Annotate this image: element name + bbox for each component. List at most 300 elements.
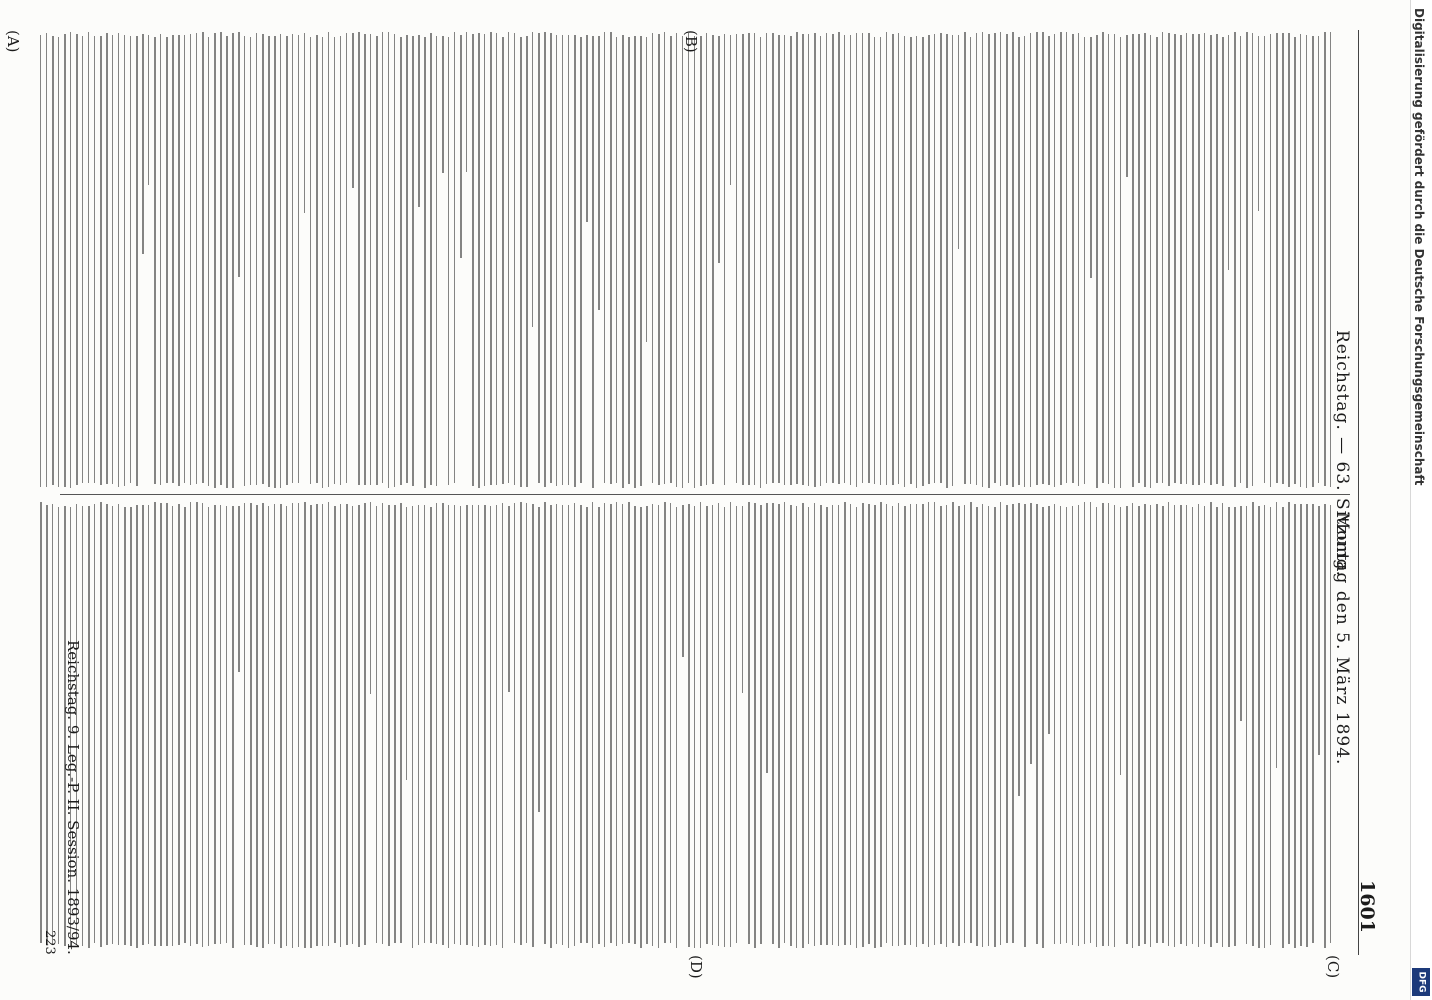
text-line (1150, 505, 1151, 947)
text-line (670, 36, 672, 483)
text-line (598, 36, 600, 310)
text-line (1018, 37, 1020, 485)
text-line (622, 504, 623, 944)
text-line (1246, 32, 1248, 488)
text-line (1078, 33, 1079, 486)
text-line (610, 32, 612, 484)
text-line (1024, 504, 1026, 947)
text-line (274, 36, 276, 488)
text-line (214, 505, 216, 944)
text-line (790, 36, 792, 485)
text-line (466, 505, 468, 945)
text-line (1210, 502, 1212, 947)
text-line (790, 505, 792, 946)
text-line (376, 506, 377, 943)
text-line (634, 506, 636, 944)
text-line (100, 36, 102, 485)
text-line (1282, 507, 1284, 948)
text-line (154, 502, 156, 946)
text-line (796, 506, 797, 948)
text-line (310, 37, 311, 484)
text-line (832, 34, 834, 483)
text-line (448, 505, 449, 948)
text-line (190, 34, 191, 485)
text-line (256, 33, 257, 485)
text-line (400, 503, 402, 943)
text-line (712, 35, 714, 484)
text-line (1024, 36, 1025, 487)
text-line (460, 506, 461, 945)
text-line (694, 506, 695, 948)
text-line (730, 35, 731, 185)
text-line (808, 34, 809, 486)
text-line (382, 503, 383, 944)
text-line (874, 505, 876, 948)
text-line (1066, 507, 1067, 943)
text-line (922, 37, 924, 486)
text-line (1090, 37, 1092, 278)
text-line (1204, 33, 1205, 483)
text-line (280, 504, 282, 948)
text-line (592, 502, 593, 948)
text-line (418, 505, 419, 945)
text-line (340, 36, 341, 485)
text-line (1072, 34, 1074, 483)
text-line (1036, 504, 1038, 944)
text-line (796, 32, 798, 484)
text-line (982, 504, 983, 947)
text-line (1240, 36, 1241, 483)
text-line (628, 37, 630, 484)
text-line (1330, 32, 1331, 487)
text-line (970, 502, 972, 943)
text-line (286, 506, 287, 946)
text-line (688, 33, 689, 483)
text-line (1294, 37, 1296, 484)
text-line (1018, 503, 1020, 796)
text-line (904, 506, 906, 945)
text-line (1192, 34, 1194, 485)
text-line (916, 504, 917, 947)
text-line (934, 502, 935, 945)
text-line (850, 35, 851, 485)
text-line (1222, 503, 1223, 947)
text-line (700, 36, 702, 486)
text-line (220, 505, 221, 944)
text-line (1318, 506, 1320, 755)
text-line (64, 34, 66, 487)
text-line (778, 504, 780, 948)
text-line (886, 32, 887, 485)
margin-letter-c: (C) (1324, 955, 1342, 979)
text-line (238, 506, 240, 672)
text-line (94, 36, 95, 483)
text-line (1126, 35, 1128, 177)
text-line (1156, 37, 1158, 483)
text-line (1036, 32, 1038, 485)
text-line (118, 504, 119, 945)
text-line (616, 37, 617, 483)
text-line (406, 507, 407, 780)
text-line (586, 507, 588, 943)
text-line (916, 36, 917, 488)
text-line (460, 35, 462, 258)
text-line (172, 506, 173, 946)
text-line (538, 507, 540, 812)
text-line (1300, 34, 1301, 487)
text-line (910, 504, 911, 945)
text-line (868, 504, 870, 944)
text-line (826, 33, 827, 483)
text-line (568, 505, 569, 948)
text-line (610, 504, 612, 943)
text-line (46, 505, 48, 945)
text-line (208, 507, 209, 946)
text-line (1060, 506, 1061, 944)
text-line (994, 33, 996, 483)
text-line (184, 35, 185, 483)
text-line (508, 32, 509, 483)
text-line (1012, 32, 1014, 487)
text-line (682, 36, 683, 488)
text-line (130, 507, 132, 946)
text-line (754, 503, 756, 948)
text-line (838, 32, 840, 484)
text-line (898, 503, 899, 946)
text-line (1252, 502, 1254, 946)
text-line (232, 506, 234, 948)
text-line (556, 35, 557, 486)
text-line (352, 33, 354, 188)
text-line (1114, 34, 1115, 488)
text-line (1102, 503, 1104, 946)
margin-letter-b: (B) (682, 30, 700, 53)
text-line (658, 34, 660, 485)
text-line (304, 502, 306, 948)
text-line (718, 36, 720, 263)
text-line (718, 503, 719, 946)
text-line (1198, 504, 1199, 947)
text-line (394, 34, 395, 487)
text-line (100, 502, 102, 947)
text-line (814, 33, 816, 487)
text-line (766, 33, 767, 484)
text-line (46, 33, 47, 487)
text-line (880, 37, 881, 485)
text-line (826, 507, 828, 945)
text-line (1108, 34, 1109, 484)
text-line (364, 34, 366, 485)
text-line (784, 35, 785, 485)
text-line (142, 505, 144, 945)
text-line (1138, 34, 1140, 483)
text-line (142, 34, 144, 254)
text-line (148, 505, 149, 944)
text-line (340, 504, 341, 947)
text-line (1030, 33, 1031, 487)
text-line (484, 505, 486, 945)
text-line (1120, 37, 1121, 488)
text-line (1006, 34, 1008, 485)
text-line (1054, 34, 1055, 487)
text-line (430, 33, 432, 485)
text-line (190, 502, 191, 946)
text-line (1186, 33, 1187, 484)
text-line (652, 33, 653, 483)
text-line (1180, 35, 1182, 484)
text-line (736, 34, 737, 483)
text-line (232, 33, 234, 488)
text-line (1234, 507, 1236, 946)
text-line (988, 34, 990, 488)
text-line (808, 507, 809, 944)
text-line (424, 37, 426, 488)
text-line (922, 504, 924, 944)
text-line (472, 34, 474, 486)
text-line (520, 502, 522, 945)
text-line (112, 506, 113, 944)
text-line (850, 504, 851, 945)
text-line (1144, 504, 1146, 944)
text-line (1168, 502, 1169, 946)
text-line (1168, 33, 1170, 486)
text-line (1162, 506, 1164, 943)
text-line (970, 37, 971, 484)
text-line (1000, 32, 1001, 486)
text-line (988, 506, 989, 946)
text-line (202, 503, 203, 947)
text-line (820, 505, 822, 945)
text-line (904, 36, 905, 487)
text-line (304, 33, 305, 213)
text-line (526, 36, 528, 487)
text-line (154, 37, 156, 484)
text-line (778, 35, 780, 483)
text-line (1162, 32, 1163, 483)
text-line (364, 503, 366, 945)
page-number: 1601 (1356, 880, 1378, 933)
text-line (772, 33, 774, 483)
text-line (196, 33, 197, 484)
text-line (1138, 506, 1140, 946)
text-line (226, 36, 228, 488)
text-line (784, 502, 785, 943)
text-line (334, 506, 336, 943)
text-line (226, 506, 227, 943)
text-line (94, 504, 95, 943)
text-line (322, 504, 323, 946)
text-line (262, 503, 264, 948)
text-line (346, 504, 348, 945)
text-line (544, 32, 546, 487)
text-line (580, 37, 582, 483)
text-line (946, 34, 948, 488)
text-line (550, 505, 552, 948)
text-line (1192, 507, 1193, 944)
text-line (400, 37, 402, 485)
text-line (526, 503, 527, 943)
text-line (772, 503, 774, 944)
text-line (868, 33, 870, 483)
text-line (976, 507, 978, 946)
text-line (1174, 34, 1176, 483)
text-line (430, 507, 432, 943)
text-line (112, 35, 113, 484)
text-line (1240, 506, 1242, 721)
text-line (274, 504, 275, 944)
text-line (1006, 505, 1008, 943)
text-line (1258, 36, 1259, 211)
text-line (1066, 32, 1067, 483)
text-line (496, 33, 497, 485)
text-line (940, 33, 942, 483)
text-line (1186, 505, 1187, 946)
text-line (640, 36, 642, 486)
text-line (664, 502, 666, 943)
text-line (238, 32, 240, 277)
text-line (88, 32, 89, 483)
text-line (1108, 503, 1109, 946)
text-line (382, 32, 383, 483)
sheet-signature: 223 (42, 930, 57, 955)
text-line (220, 32, 222, 485)
text-line (562, 505, 563, 945)
text-line (184, 507, 186, 943)
text-line (1198, 34, 1200, 485)
text-line (748, 33, 750, 485)
text-line (268, 506, 269, 944)
text-line (1234, 32, 1236, 487)
text-line (1096, 507, 1097, 947)
text-line (82, 36, 83, 483)
text-line (490, 32, 492, 485)
text-line (538, 33, 540, 483)
text-line (814, 503, 815, 946)
text-line (370, 502, 371, 694)
text-line (1216, 507, 1218, 943)
text-line (1276, 33, 1278, 483)
text-line (1048, 506, 1050, 734)
text-line (1114, 505, 1115, 947)
text-line (562, 35, 563, 485)
text-line (958, 35, 959, 249)
text-line (532, 32, 533, 327)
text-line (322, 37, 323, 488)
text-line (424, 505, 425, 943)
text-line (1264, 36, 1265, 483)
text-line (646, 37, 647, 342)
text-line (370, 34, 371, 485)
text-line (1294, 504, 1296, 948)
text-line (1078, 505, 1079, 946)
text-line (898, 33, 899, 484)
text-line (496, 505, 497, 945)
text-line (388, 505, 390, 946)
text-line (394, 505, 396, 943)
text-line (1270, 34, 1271, 487)
text-line (346, 33, 347, 483)
text-line (196, 502, 198, 944)
text-line (640, 507, 642, 948)
footer-session-note: Reichstag. 9. Leg.-P. II. Session. 1893/94. (64, 640, 82, 955)
text-line (124, 507, 126, 945)
text-line (748, 502, 750, 944)
text-line (1222, 37, 1224, 486)
text-line (658, 505, 659, 948)
text-line (946, 505, 947, 947)
text-line (82, 506, 83, 946)
text-line (1258, 506, 1260, 948)
text-line (1276, 502, 1277, 768)
text-line (106, 504, 108, 945)
header-date: Montag den 5. März 1894. (1332, 512, 1352, 766)
text-line (334, 37, 335, 484)
text-line (52, 36, 54, 485)
text-line (1306, 35, 1307, 488)
text-line (1042, 32, 1044, 484)
text-line (1324, 504, 1326, 948)
text-line (1324, 32, 1326, 486)
text-line (1228, 35, 1229, 270)
text-line (286, 36, 288, 485)
header-session: Reichstag. — 63. Sitzung. (1332, 330, 1352, 578)
text-line (862, 33, 863, 483)
text-line (856, 33, 857, 487)
text-line (670, 503, 671, 943)
text-line (706, 506, 708, 944)
text-line (514, 33, 515, 485)
text-line (1288, 33, 1290, 487)
text-line (964, 505, 965, 943)
text-line (466, 32, 467, 172)
text-line (688, 504, 690, 947)
text-line (676, 33, 677, 487)
text-line (40, 502, 42, 943)
text-line (454, 505, 455, 944)
text-line (316, 35, 318, 483)
text-line (1030, 503, 1032, 764)
text-line (418, 35, 420, 207)
text-line (406, 35, 408, 483)
text-line (934, 34, 935, 483)
text-line (652, 504, 653, 946)
text-line (664, 32, 665, 484)
text-line (508, 506, 510, 692)
text-line (1306, 504, 1308, 947)
text-line (172, 35, 174, 483)
text-line (1102, 32, 1104, 483)
text-line (472, 505, 473, 946)
text-line (754, 33, 755, 485)
text-line (70, 32, 71, 488)
text-line (412, 36, 414, 486)
text-line (1270, 507, 1271, 945)
text-line (994, 507, 996, 947)
text-line (310, 505, 312, 948)
text-line (484, 34, 485, 486)
text-line (532, 504, 534, 947)
text-line (292, 503, 293, 948)
text-line (436, 503, 437, 944)
text-line (1150, 35, 1151, 488)
text-line (724, 507, 725, 947)
text-line (862, 503, 864, 947)
text-line (148, 35, 149, 185)
text-line (1174, 505, 1175, 947)
text-line (1084, 502, 1085, 944)
text-line (736, 506, 737, 943)
text-line (1264, 505, 1265, 948)
